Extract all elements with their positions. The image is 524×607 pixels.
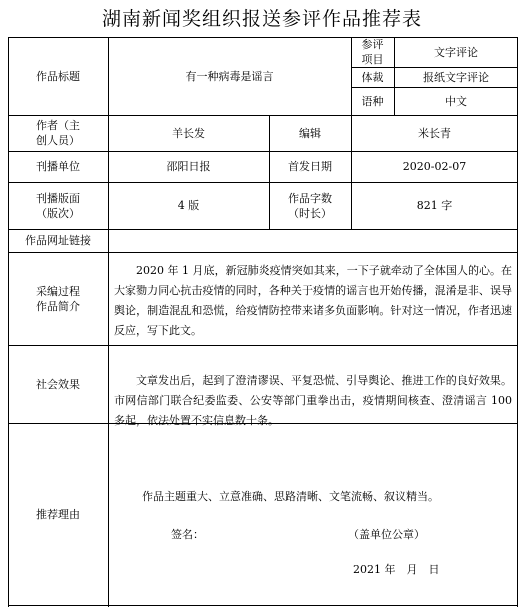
value-url xyxy=(108,229,518,252)
label-language: 语种 xyxy=(361,94,384,108)
page-title: 湖南新闻奖组织报送参评作品推荐表 xyxy=(101,8,422,30)
value-author: 羊长发 xyxy=(172,126,205,140)
value-editor: 米长青 xyxy=(418,126,451,140)
effect-description: 文章发出后，起到了澄清谬误、平复恐慌、引导舆论、推进工作的良好效果。市网信部门联合纪委监委、公安等部门重拳出击，疫情期间核查、澄清谣言 100 多起，依法处置不实信息数十条。 xyxy=(114,374,512,427)
recommendation-form xyxy=(8,37,518,607)
label-url: 作品网址链接 xyxy=(25,234,91,247)
label-effect: 社会效果 xyxy=(36,377,80,391)
label-first-date: 首发日期 xyxy=(288,160,332,173)
label-reason: 推荐理由 xyxy=(36,507,80,521)
value-word-count: 821 字 xyxy=(416,199,453,212)
value-publisher: 邵阳日报 xyxy=(166,160,211,173)
value-language: 中文 xyxy=(445,94,467,108)
stamp-label: （盖单位公章） xyxy=(348,528,425,541)
label-category: 参评项目 xyxy=(361,38,384,66)
value-first-date: 2020-02-07 xyxy=(402,160,467,173)
label-word-count: 作品字数（时长） xyxy=(288,191,332,220)
process-description: 2020 年 1 月底，新冠肺炎疫情突如其来，一下子就牵动了全体国人的心。在大家勠力同心抗击疫情的同时，各种关于疫情的谣言也开始传播，混淆是非、误导舆论，制造混乱和恐慌，给疫情防控带来诸多负面影响。针对这一情况，作者迅速反应，写下此文。 xyxy=(114,264,512,337)
signature-label: 签名： xyxy=(171,528,204,541)
label-author: 作者（主创人员） xyxy=(36,119,80,147)
divider xyxy=(8,605,518,606)
label-work-title: 作品标题 xyxy=(36,69,80,83)
reason-text: 作品主题重大、立意准确、思路清晰、文笔流畅、叙议精当。 xyxy=(142,490,439,503)
value-genre: 报纸文字评论 xyxy=(423,70,489,84)
label-publisher: 刊播单位 xyxy=(36,160,80,173)
date-line: 2021 年 月 日 xyxy=(353,563,440,576)
label-process: 采编过程作品简介 xyxy=(36,284,80,313)
value-category: 文字评论 xyxy=(434,45,478,59)
label-page: 刊播版面（版次） xyxy=(36,191,80,220)
value-page: 4 版 xyxy=(177,199,200,212)
value-work-title: 有一种病毒是谣言 xyxy=(185,69,274,83)
label-editor: 编辑 xyxy=(299,126,321,140)
label-genre: 体裁 xyxy=(361,70,384,84)
